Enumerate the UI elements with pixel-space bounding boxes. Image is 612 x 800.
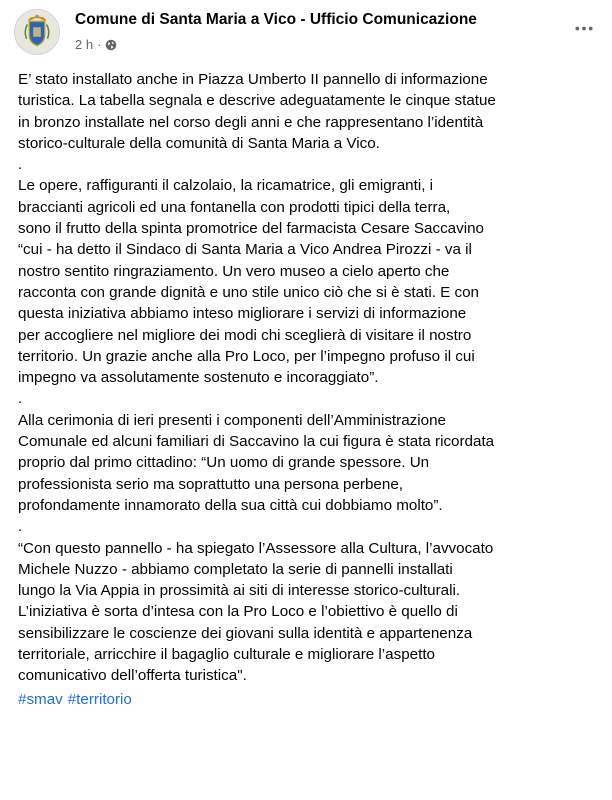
hashtag-link[interactable]: #smav [18,690,63,708]
page-avatar[interactable] [14,9,60,55]
post-body [18,69,598,710]
hashtag-link[interactable]: #territorio [67,690,132,708]
post-header [14,8,602,58]
page-name-link[interactable]: Comune di Santa Maria a Vico - Ufficio Comunicazione [75,11,477,28]
coat-of-arms-logo [15,10,59,54]
post-paragraph: Le opere, raffiguranti il calzolaio, la ricamatrice, gli emigranti, i braccianti agricoli ed una fontanella con prodotti tipici della terra, sono il frutto della spinta promotrice del farmacista Cesare Saccavino “cui - ha detto il Sindaco di Santa Maria a Vico Andrea Pirozzi - va il nostro sentito ringraziamento. Un vero museo a cielo aperto che racconta con grande dignità e uno stile unico ciò che si è stati. E con questa iniziativa abbiamo inteso migliorare i servizi di informazione per accogliere nel migliore dei modi chi sceglierà di visitare il nostro territorio. Un grazie anche alla Pro Loco, per l’impegno profuso il cui impegno va assolutamente sostenuto e incoraggiato”. [18,177,484,387]
paragraph-separator: . [18,518,23,536]
post-paragraph: E’ stato installato anche in Piazza Umberto II pannello di informazione turistica. La tabella segnala e descrive adeguatamente le cinque statue in bronzo installate nel corso degli anni e che rappresentano l’identità storico-culturale della comunità di Santa Maria a Vico. [18,71,496,152]
paragraph-separator: . [18,156,23,174]
hashtag-list [18,689,598,710]
meta-separator: · [97,37,102,52]
post-paragraph: Alla cerimonia di ieri presenti i componenti dell’Amministrazione Comunale ed alcuni familiari di Saccavino la cui figura è stata ricordata proprio dal primo cittadino: “Un uomo di grande spessore. Un professionista serio ma soprattutto una persona perbene, profondamente innamorato della sua città cui dobbiamo molto”. [18,411,495,514]
globe-icon[interactable] [105,39,117,51]
post-meta [75,37,117,52]
paragraph-separator: . [18,390,23,408]
post-paragraph: “Con questo pannello - ha spiegato l’Assessore alla Cultura, l’avvocato Michele Nuzzo - abbiamo completato la serie di pannelli installati lungo la Via Appia in prossimità ai siti di interesse storico-culturali. L’iniziativa è sorta d’intesa con la Pro Loco e l’obiettivo è quello di sensibilizzare le coscienze dei giovani sulla identità e appartenenza territoriale, arricchire il bagaglio culturale e migliorare l’aspetto comunicativo dell’offerta turistica". [18,539,494,685]
more-options-icon [574,25,594,32]
post-timestamp[interactable]: 2 h [75,37,94,52]
more-options-button[interactable] [570,18,598,38]
